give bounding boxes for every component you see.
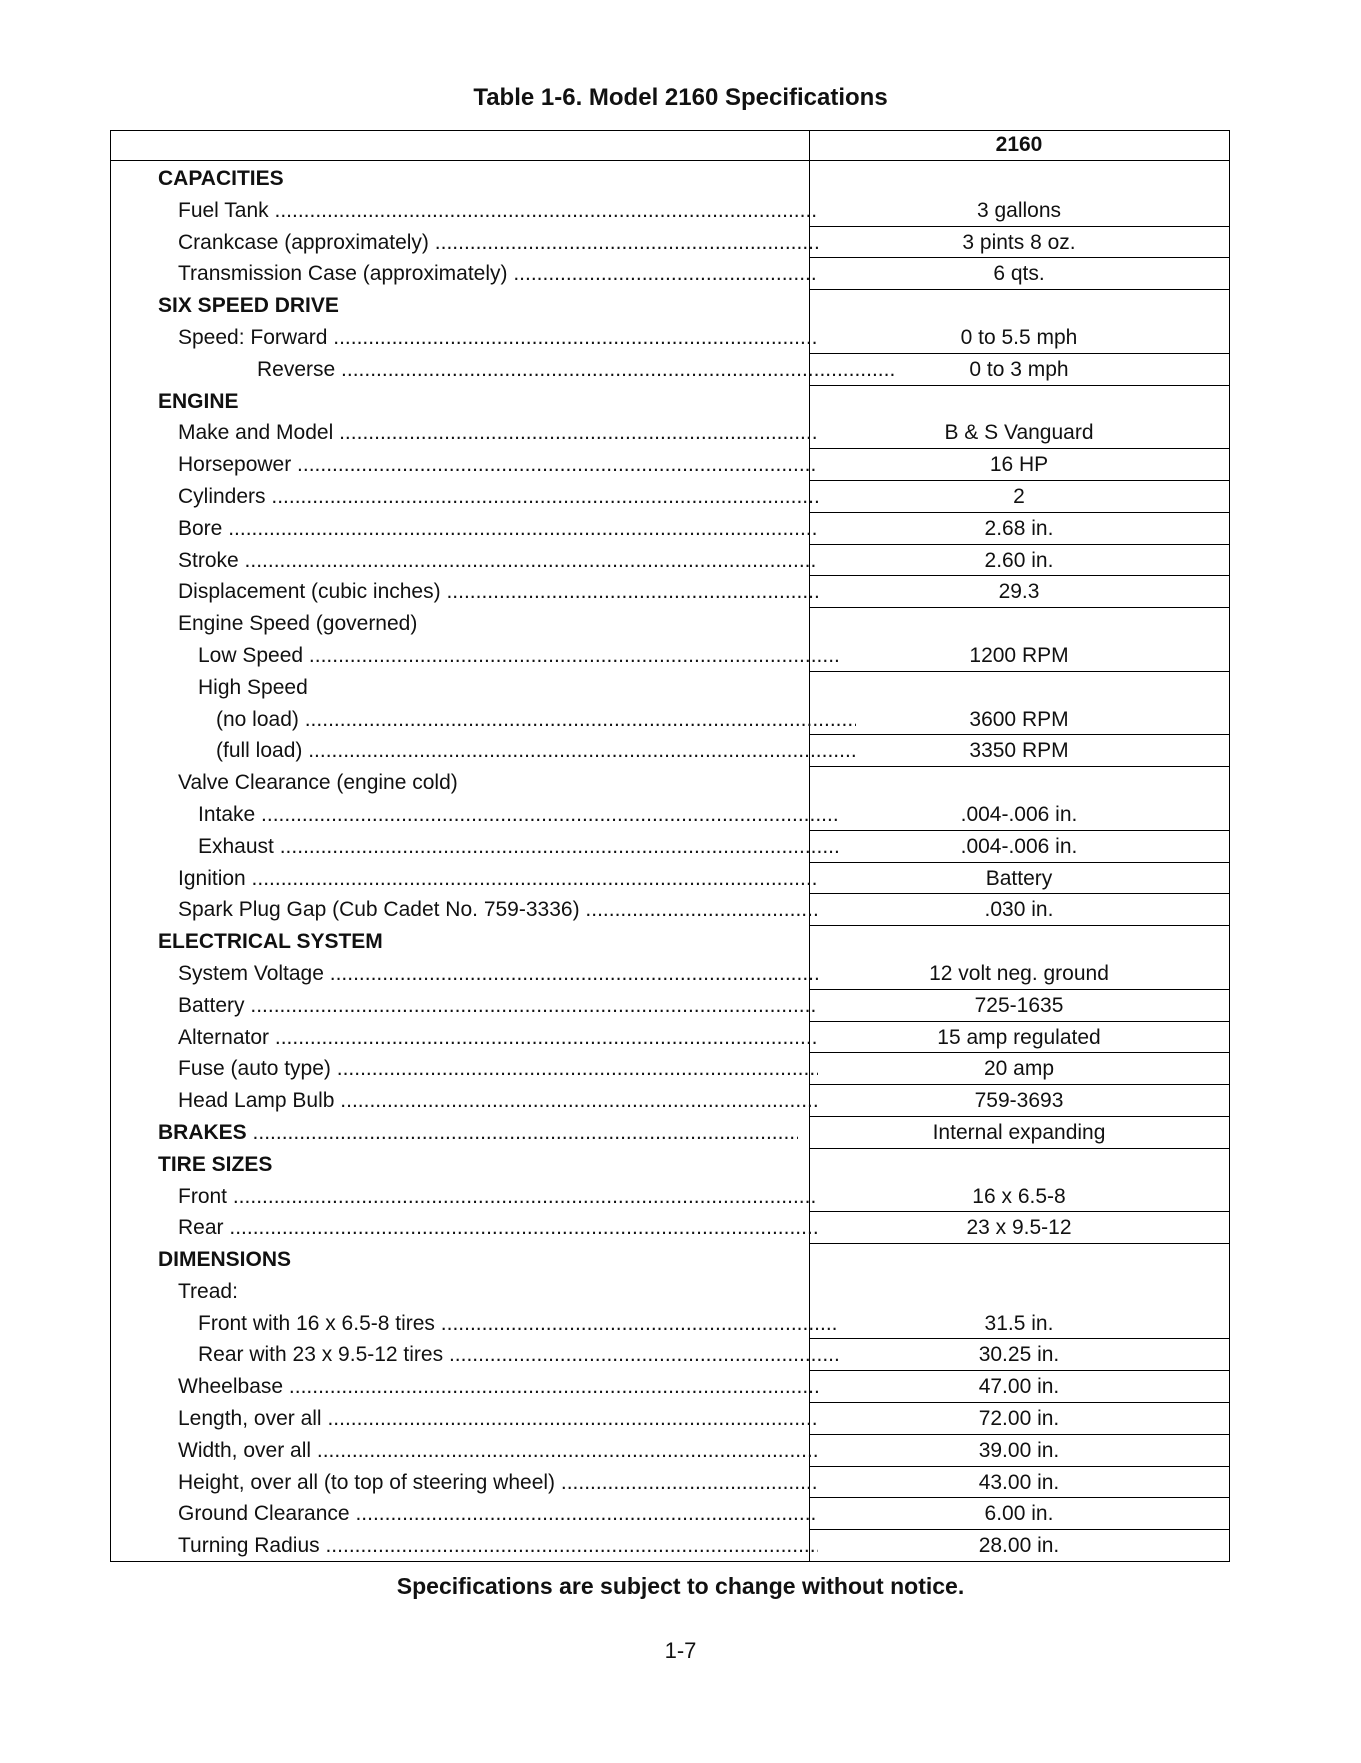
spec-rows bbox=[111, 163, 1229, 1562]
spec-label: Horsepower ..... bbox=[158, 449, 818, 481]
spec-label: Speed: Forward ..... bbox=[158, 322, 818, 354]
spec-label: Displacement (cubic inches) ..... bbox=[158, 576, 818, 608]
spec-label: Ground Clearance ..... bbox=[158, 1498, 818, 1530]
spec-value: 43.00 in. bbox=[809, 1467, 1229, 1499]
spec-value: 2.68 in. bbox=[809, 513, 1229, 545]
spec-value: .004-.006 in. bbox=[809, 831, 1229, 863]
table-row bbox=[111, 354, 1229, 386]
table-row bbox=[111, 1244, 1229, 1276]
table-row bbox=[111, 1339, 1229, 1371]
spec-value bbox=[809, 290, 1229, 322]
spec-value: 2.60 in. bbox=[809, 545, 1229, 577]
table-row bbox=[111, 449, 1229, 481]
spec-label: Valve Clearance (engine cold) bbox=[178, 771, 458, 795]
spec-value: 3600 RPM bbox=[809, 704, 1229, 736]
spec-value: 0 to 3 mph bbox=[809, 354, 1229, 386]
spec-value: 6 qts. bbox=[809, 258, 1229, 290]
table-row bbox=[111, 163, 1229, 195]
spec-value: 0 to 5.5 mph bbox=[809, 322, 1229, 354]
table-row bbox=[111, 640, 1229, 672]
spec-value: 3350 RPM bbox=[809, 735, 1229, 767]
table-row bbox=[111, 417, 1229, 449]
spec-label: Width, over all ..... bbox=[158, 1435, 818, 1467]
spec-value: 3 gallons bbox=[809, 195, 1229, 227]
section-heading: ENGINE bbox=[158, 389, 239, 413]
spec-value: .004-.006 in. bbox=[809, 799, 1229, 831]
spec-label: Cylinders ..... bbox=[158, 481, 818, 513]
spec-label: Intake ..... bbox=[158, 799, 838, 831]
spec-value bbox=[809, 386, 1229, 418]
table-row bbox=[111, 958, 1229, 990]
table-row bbox=[111, 1530, 1229, 1562]
table-row bbox=[111, 195, 1229, 227]
spec-value bbox=[809, 926, 1229, 958]
section-heading: CAPACITIES bbox=[158, 167, 284, 190]
spec-value: 16 x 6.5-8 bbox=[809, 1181, 1229, 1213]
spec-value: 28.00 in. bbox=[809, 1530, 1229, 1562]
table-row bbox=[111, 227, 1229, 259]
table-row bbox=[111, 672, 1229, 704]
spec-value: 47.00 in. bbox=[809, 1371, 1229, 1403]
spec-value: 6.00 in. bbox=[809, 1498, 1229, 1530]
spec-label: Tread: bbox=[178, 1279, 238, 1303]
table-row bbox=[111, 704, 1229, 736]
disclaimer-note: Specifications are subject to change without notice. bbox=[396, 1573, 965, 1599]
table-row bbox=[111, 1212, 1229, 1244]
spec-label: Fuel Tank ..... bbox=[158, 195, 818, 227]
table-row bbox=[111, 1053, 1229, 1085]
spec-label: Height, over all (to top of steering wheel) ..... bbox=[158, 1467, 818, 1499]
table-row bbox=[111, 1435, 1229, 1467]
spec-label: Front ..... bbox=[158, 1181, 818, 1213]
spec-value bbox=[809, 1244, 1229, 1276]
spec-label: Reverse ..... bbox=[158, 354, 897, 386]
spec-label: Wheelbase ..... bbox=[158, 1371, 818, 1403]
table-row bbox=[111, 290, 1229, 322]
table-row bbox=[111, 1308, 1229, 1340]
section-heading: DIMENSIONS bbox=[158, 1248, 292, 1272]
spec-label: High Speed bbox=[198, 675, 308, 699]
model-column-header: 2160 bbox=[995, 133, 1043, 156]
table-row bbox=[111, 1371, 1229, 1403]
spec-label: (full load) ..... bbox=[158, 735, 856, 767]
spec-value: 30.25 in. bbox=[809, 1339, 1229, 1371]
spec-value bbox=[809, 767, 1229, 799]
table-row bbox=[111, 1181, 1229, 1213]
table-row bbox=[111, 386, 1229, 418]
spec-value: 31.5 in. bbox=[809, 1308, 1229, 1340]
spec-value: 1200 RPM bbox=[809, 640, 1229, 672]
spec-label: Turning Radius ..... bbox=[158, 1530, 818, 1562]
spec-value: Internal expanding bbox=[809, 1117, 1229, 1149]
spec-label: Battery ..... bbox=[158, 990, 818, 1022]
spec-value: 23 x 9.5-12 bbox=[809, 1212, 1229, 1244]
spec-value bbox=[809, 163, 1229, 195]
section-heading: SIX SPEED DRIVE bbox=[158, 294, 339, 318]
table-row bbox=[111, 481, 1229, 513]
spec-label: Engine Speed (governed) bbox=[178, 612, 418, 636]
table-row bbox=[111, 1403, 1229, 1435]
spec-label: Bore ..... bbox=[158, 513, 818, 545]
table-title: Table 1-6. Model 2160 Specifications bbox=[473, 84, 888, 111]
table-row bbox=[111, 258, 1229, 290]
spec-value: 16 HP bbox=[809, 449, 1229, 481]
table-row bbox=[111, 926, 1229, 958]
table-row bbox=[111, 799, 1229, 831]
table-row bbox=[111, 1022, 1229, 1054]
spec-label: Make and Model ..... bbox=[158, 417, 818, 449]
table-row bbox=[111, 322, 1229, 354]
spec-value bbox=[809, 1149, 1229, 1181]
spec-label: (no load) ..... bbox=[158, 704, 856, 736]
spec-label: Alternator ..... bbox=[158, 1022, 818, 1054]
spec-label: Fuse (auto type) ..... bbox=[158, 1053, 818, 1085]
spec-value: 39.00 in. bbox=[809, 1435, 1229, 1467]
table-row bbox=[111, 576, 1229, 608]
section-heading: ELECTRICAL SYSTEM bbox=[158, 930, 383, 954]
spec-label: Low Speed ..... bbox=[158, 640, 838, 672]
spec-value: Battery bbox=[809, 863, 1229, 895]
spec-value: 759-3693 bbox=[809, 1085, 1229, 1117]
spec-value: B & S Vanguard bbox=[809, 417, 1229, 449]
spec-label: System Voltage ..... bbox=[158, 958, 818, 990]
spec-label: Rear with 23 x 9.5-12 tires ..... bbox=[158, 1339, 838, 1371]
spec-value: 12 volt neg. ground bbox=[809, 958, 1229, 990]
spec-value: 3 pints 8 oz. bbox=[809, 227, 1229, 259]
table-row bbox=[111, 990, 1229, 1022]
spec-label: Length, over all ..... bbox=[158, 1403, 818, 1435]
spec-label: Stroke ..... bbox=[158, 545, 818, 577]
spec-label: Transmission Case (approximately) ..... bbox=[158, 258, 818, 290]
spec-label: Rear ..... bbox=[158, 1212, 818, 1244]
table-row bbox=[111, 1149, 1229, 1181]
table-row bbox=[111, 608, 1229, 640]
table-row bbox=[111, 1467, 1229, 1499]
page-number: 1-7 bbox=[664, 1638, 697, 1663]
table-row bbox=[111, 1117, 1229, 1149]
table-row bbox=[111, 831, 1229, 863]
table-row bbox=[111, 513, 1229, 545]
spec-label: Head Lamp Bulb ..... bbox=[158, 1085, 818, 1117]
specifications-table bbox=[110, 130, 1230, 1562]
spec-value bbox=[809, 608, 1229, 640]
table-row bbox=[111, 894, 1229, 926]
spec-value: 29.3 bbox=[809, 576, 1229, 608]
table-row bbox=[111, 545, 1229, 577]
table-row bbox=[111, 1276, 1229, 1308]
spec-value: 725-1635 bbox=[809, 990, 1229, 1022]
spec-value: 15 amp regulated bbox=[809, 1022, 1229, 1054]
spec-value: .030 in. bbox=[809, 894, 1229, 926]
table-row bbox=[111, 735, 1229, 767]
section-heading: TIRE SIZES bbox=[158, 1152, 273, 1176]
table-row bbox=[111, 1498, 1229, 1530]
table-row bbox=[111, 767, 1229, 799]
spec-value bbox=[809, 1276, 1229, 1308]
spec-label: Crankcase (approximately) ..... bbox=[158, 227, 818, 259]
spec-label: Exhaust ..... bbox=[158, 831, 838, 863]
spec-value: 2 bbox=[809, 481, 1229, 513]
spec-value: 20 amp bbox=[809, 1053, 1229, 1085]
table-row bbox=[111, 1085, 1229, 1117]
spec-label: Spark Plug Gap (Cub Cadet No. 759-3336) ..... bbox=[158, 894, 818, 926]
spec-label: Ignition ..... bbox=[158, 863, 818, 895]
table-row bbox=[111, 863, 1229, 895]
spec-value bbox=[809, 672, 1229, 704]
header-rule bbox=[111, 160, 1229, 161]
spec-label: Front with 16 x 6.5-8 tires ..... bbox=[158, 1308, 838, 1340]
section-heading: BRAKES ..... bbox=[158, 1117, 798, 1149]
spec-value: 72.00 in. bbox=[809, 1403, 1229, 1435]
